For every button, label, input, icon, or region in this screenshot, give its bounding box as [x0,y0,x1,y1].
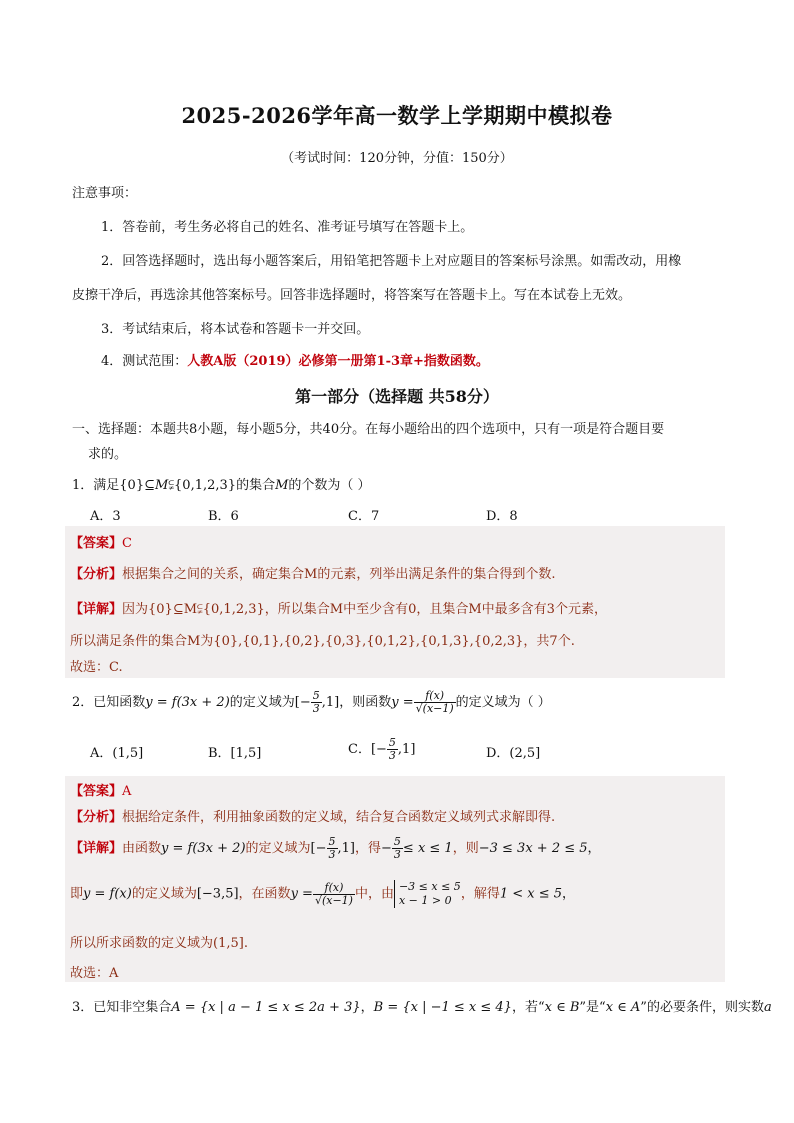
q2-detail-fx: y = f(x) [83,886,132,902]
q2-detail-solution: 1 < x ≤ 5 [499,886,563,902]
q1-option-b: B．6 [208,509,239,524]
q2-function: y = f(3x + 2) [145,695,230,710]
fraction-numerator: f(x) [414,690,456,703]
detail-comma: ， [587,841,601,856]
q2-detail-domain-open: [− [310,841,327,856]
q3-separator: ， [360,1000,374,1015]
q2-option-c-suffix: ,1] [397,742,416,757]
detail-text-5: ，解得 [460,886,500,902]
q2-detail-y-equals: y = [290,886,313,902]
q2-inequality-system [394,880,461,908]
detail-text-4: ，则 [452,841,479,856]
q1-option-c: C．7 [348,509,380,524]
q2-detail-domain-close: ,1] [337,841,355,856]
fraction-denominator: 3 [312,702,320,715]
q1-option-d: D．8 [486,509,518,524]
q1-set-expr: {0}⊆ [119,478,155,493]
q2-detail-fraction-2 [392,836,403,861]
detail-text-3: ，得 [355,841,382,856]
q2-detail-line-1: 【详解】由函数y = f(3x + 2)的定义域为[− $\frac{5}{3}$ ,1]，得− $\frac{5}{3}$ ≤ x ≤ 1，则−3 ≤ 3x + 2 ≤ 5， [70,835,601,861]
q3-variable: a [763,1000,772,1015]
detail-text-2: 的定义域为 [131,886,197,902]
fraction-denominator: 3 [388,749,396,762]
note-4-prefix: 4．测试范围： [101,354,188,369]
q3-stem-text: 3．已知非空集合 [72,1000,172,1015]
q1-subset-expr: ⫋{0,1,2,3} [168,478,237,493]
q2-detail-line-2 [70,880,575,908]
detail-tag: 【详解】 [70,602,123,617]
fraction-numerator: 5 [328,835,336,848]
detail-tag: 【详解】 [70,841,123,856]
detail-text: 因为{0}⊆M⫋{0,1,2,3}，所以集合M中至少含有0，且集合M中最多含有3个元素， [122,602,607,617]
fraction-numerator: 5 [388,736,396,749]
fraction-denominator: √(x−1) [314,893,353,907]
q2-stem-text-3: ，则函数 [339,695,392,710]
note-3: 3．考试结束后，将本试卷和答题卡一并交回。 [101,322,370,337]
fraction-numerator: 5 [312,689,320,702]
system-line-2: x − 1 > 0 [398,894,452,907]
answer-value: C [122,536,132,551]
q1-answer [70,532,132,551]
detail-text-2: 的定义域为 [245,841,311,856]
detail-text: 即 [70,886,84,902]
answer-tag: 【答案】 [70,536,123,551]
q2-detail-line-3: 所以所求函数的定义域为(1,5]. [70,936,248,951]
fraction-denominator: 3 [328,848,336,861]
q3-stem-text-2: ，若“ [511,1000,545,1015]
q2-answer [70,780,131,799]
detail-text-3: ，在函数 [238,886,291,902]
q2-y-equals: y = [391,695,414,710]
q2-analysis [70,806,555,825]
page-title: 2025-2026学年高一数学上学期期中模拟卷 [181,103,613,128]
section-title: 第一部分（选择题 共58分） [295,387,499,406]
q2-stem-text-4: 的定义域为（ ） [455,695,551,710]
q1-set-m-2: M [275,478,289,493]
q2-domain-fraction [311,690,322,715]
q2-domain-open: [− [294,695,311,710]
q2-detail-domain: [−3,5] [196,886,239,902]
note-4 [101,350,489,369]
answer-value: A [122,784,132,799]
q3-stem-text-3: ”是“ [579,1000,606,1015]
fraction-denominator: 3 [393,848,401,861]
question-3-stem [72,996,772,1015]
q2-detail-line-4: 故选：A [70,966,119,981]
q2-detail-fraction [327,836,338,861]
analysis-tag: 【分析】 [70,810,123,825]
q3-set-b: B = {x | −1 ≤ x ≤ 4} [373,1000,512,1015]
question-2-stem [72,690,551,715]
q2-option-c-prefix: C．[− [348,742,387,757]
detail-text-4: 中，由 [354,886,394,902]
answer-tag: 【答案】 [70,784,123,799]
q3-condition-2: x ∈ A [605,1000,641,1015]
q2-option-c [348,737,415,762]
q1-stem-text: 1．满足 [72,478,120,493]
system-line-1: −3 ≤ x ≤ 5 [398,880,461,893]
fraction-numerator: f(x) [313,882,355,895]
q2-stem-text-2: 的定义域为 [229,695,295,710]
q1-option-a: A．3 [90,509,121,524]
q2-domain-close: ,1] [321,695,340,710]
q2-stem-text: 2．已知函数 [72,695,146,710]
q1-stem-text-2: 的集合 [236,478,276,493]
note-2-line-1: 2．回答选择题时，选出每小题答案后，用铅笔把答题卡上对应题目的答案标号涂黑。如需改动，用橡 [101,254,682,269]
q2-option-d: D．(2,5] [486,746,541,761]
q2-option-c-fraction [387,737,398,762]
analysis-text: 根据给定条件，利用抽象函数的定义域，结合复合函数定义域列式求解即得. [122,810,556,825]
note-2-line-2: 皮擦干净后，再选涂其他答案标号。回答非选择题时，将答案写在答题卡上。写在本试卷上无效。 [72,288,632,303]
q3-stem-text-4: ”的必要条件，则实数 [640,1000,764,1015]
fraction-numerator: 5 [393,835,401,848]
q1-stem-text-3: 的个数为（ ） [288,478,371,493]
note-1: 1．答卷前，考生务必将自己的姓名、准考证号填写在答题卡上。 [101,220,474,235]
q1-set-m: M [155,478,169,493]
q2-detail-function: y = f(3x + 2) [161,841,246,856]
notes-heading: 注意事项： [72,186,138,201]
section-intro-line-2: 求的。 [88,447,128,462]
q2-detail-inequality-2: −3 ≤ 3x + 2 ≤ 5 [478,841,588,856]
q2-option-a: A．(1,5] [90,746,144,761]
q2-function-fraction [414,690,456,715]
question-1-stem [72,474,371,493]
analysis-text: 根据集合之间的关系，确定集合M的元素，列举出满足条件的集合得到个数. [122,567,556,582]
section-intro-line-1: 一、选择题：本题共8小题，每小题5分，共40分。在每小题给出的四个选项中，只有一项是符合题目要 [72,422,665,437]
fraction-denominator: √(x−1) [415,702,454,715]
q1-detail-line-2: 所以满足条件的集合M为{0},{0,1},{0,2},{0,3},{0,1,2},{0,1,3},{0,2,3}，共7个. [70,634,575,649]
detail-text: 由函数 [122,841,162,856]
test-scope: 人教A版（2019）必修第一册第1-3章+指数函数。 [187,354,489,369]
q1-detail-line-1 [70,598,607,617]
q2-detail-function-fraction [313,882,355,907]
detail-comma: ， [562,886,576,902]
q2-option-b: B．[1,5] [208,746,262,761]
q1-analysis [70,563,555,582]
analysis-tag: 【分析】 [70,567,123,582]
q2-detail-inequality: ≤ x ≤ 1 [402,841,453,856]
exam-info: （考试时间：120分钟，分值：150分） [281,151,513,166]
q3-condition-1: x ∈ B [544,1000,580,1015]
q1-detail-line-3: 故选：C. [70,660,123,675]
q3-set-a: A = {x | a − 1 ≤ x ≤ 2a + 3} [171,1000,361,1015]
